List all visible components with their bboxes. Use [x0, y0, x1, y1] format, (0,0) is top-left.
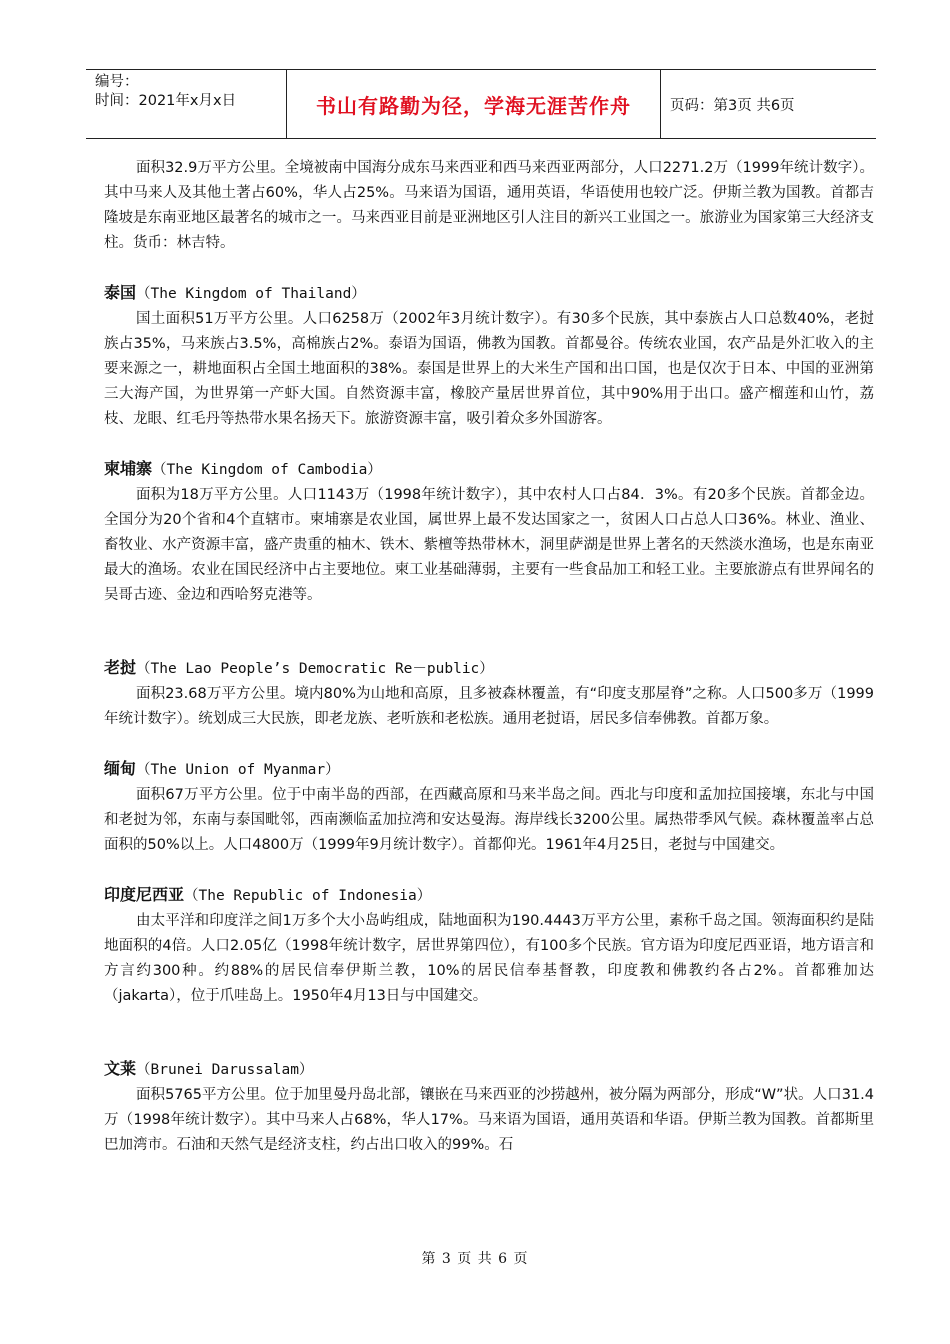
malaysia-paragraph: 面积32.9万平方公里。全境被南中国海分成东马来西亚和西马来西亚两部分，人口2271.2万（1999年统计数字）。其中马来人及其他土著占60%，华人占25%。马来语为国语，通用英语，华语使用也较广泛。伊斯兰教为国教。首都吉隆坡是东南亚地区最著名的城市之一。马来西亚目前是亚洲地区引人注目的新兴工业国之一。旅游业为国家第三大经济支柱。货币：林吉特。 [104, 160, 874, 251]
header-info [86, 70, 287, 138]
thailand-paragraph: 国土面积51万平方公里。人口6258万（2002年3月统计数字）。有30多个民族，其中泰族占人口总数40%，老挝族占35%，马来族占3.5%，高棉族占2%。泰语为国语，佛教为国教。首都曼谷。传统农业国，农产品是外汇收入的主要来源之一，耕地面积占全国土地面积的38%。泰国是世界上的大米生产国和出口国，也是仅次于日本、中国的亚洲第三大海产国，为世界第一产虾大国。自然资源丰富，橡胶产量居世界首位，其中90%用于出口。盛产榴莲和山竹，荔枝、龙眼、红毛丹等热带水果名扬天下。旅游资源丰富，吸引着众多外国游客。 [104, 311, 874, 427]
myanmar-heading: 缅甸（The Union of Myanmar） [104, 759, 340, 778]
doc-time-label: 时间：2021年x月x日 [95, 93, 237, 109]
header-motto-cell [287, 70, 661, 138]
header-table [86, 69, 876, 139]
header-motto: 书山有路勤为径，学海无涯苦作舟 [316, 93, 631, 118]
header-page-label: 页码：第3页 共6页 [670, 97, 795, 114]
doc-number-label: 编号： [95, 74, 139, 90]
laos-heading: 老挝（The Lao People’s Democratic Re－public） [104, 658, 494, 677]
brunei-heading: 文莱（Brunei Darussalam） [104, 1059, 314, 1078]
document-body [104, 156, 874, 1158]
page-footer: 第 3 页 共 6 页 [421, 1251, 529, 1267]
header-page-cell [661, 70, 876, 138]
thailand-heading: 泰国（The Kingdom of Thailand） [104, 283, 366, 302]
brunei-paragraph: 面积5765平方公里。位于加里曼丹岛北部，镶嵌在马来西亚的沙捞越州，被分隔为两部分，形成“W”状。人口31.4万（1998年统计数字）。其中马来人占68%，华人17%。马来语为国语，通用英语和华语。伊斯兰教为国教。首都斯里巴加湾市。石油和天然气是经济支柱，约占出口收入的99%。石 [104, 1087, 874, 1153]
laos-paragraph: 面积23.68万平方公里。境内80%为山地和高原，且多被森林覆盖，有“印度支那屋脊”之称。人口500多万（1999年统计数字）。统划成三大民族，即老龙族、老听族和老松族。通用老挝语，居民多信奉佛教。首都万象。 [104, 686, 874, 727]
indonesia-heading: 印度尼西亚（The Republic of Indonesia） [104, 885, 432, 904]
indonesia-paragraph: 由太平洋和印度洋之间1万多个大小岛屿组成，陆地面积为190.4443万平方公里，素称千岛之国。领海面积约是陆地面积的4倍。人口2.05亿（1998年统计数字，居世界第四位），有100多个民族。官方语为印度尼西亚语，地方语言和方言约300种。约88%的居民信奉伊斯兰教，10%的居民信奉基督教，印度教和佛教约各占2%。首都雅加达（jakarta），位于爪哇岛上。1950年4月13日与中国建交。 [104, 913, 874, 1004]
cambodia-heading: 柬埔寨（The Kingdom of Cambodia） [104, 459, 382, 478]
myanmar-paragraph: 面积67万平方公里。位于中南半岛的西部，在西藏高原和马来半岛之间。西北与印度和孟加拉国接壤，东北与中国和老挝为邻，东南与泰国毗邻，西南濒临孟加拉湾和安达曼海。海岸线长3200公里。属热带季风气候。森林覆盖率占总面积的50%以上。人口4800万（1999年9月统计数字）。首都仰光。1961年4月25日，老挝与中国建交。 [104, 787, 874, 853]
cambodia-paragraph: 面积为18万平方公里。人口1143万（1998年统计数字），其中农村人口占84．3%。有20多个民族。首都金边。全国分为20个省和4个直辖市。柬埔寨是农业国，属世界上最不发达国家之一，贫困人口占总人口36%。林业、渔业、畜牧业、水产资源丰富，盛产贵重的柚木、铁木、紫檀等热带林木，洞里萨湖是世界上著名的天然淡水渔场，也是东南亚最大的渔场。农业在国民经济中占主要地位。柬工业基础薄弱，主要有一些食品加工和轻工业。主要旅游点有世界闻名的吴哥古迹、金边和西哈努克港等。 [104, 487, 874, 603]
